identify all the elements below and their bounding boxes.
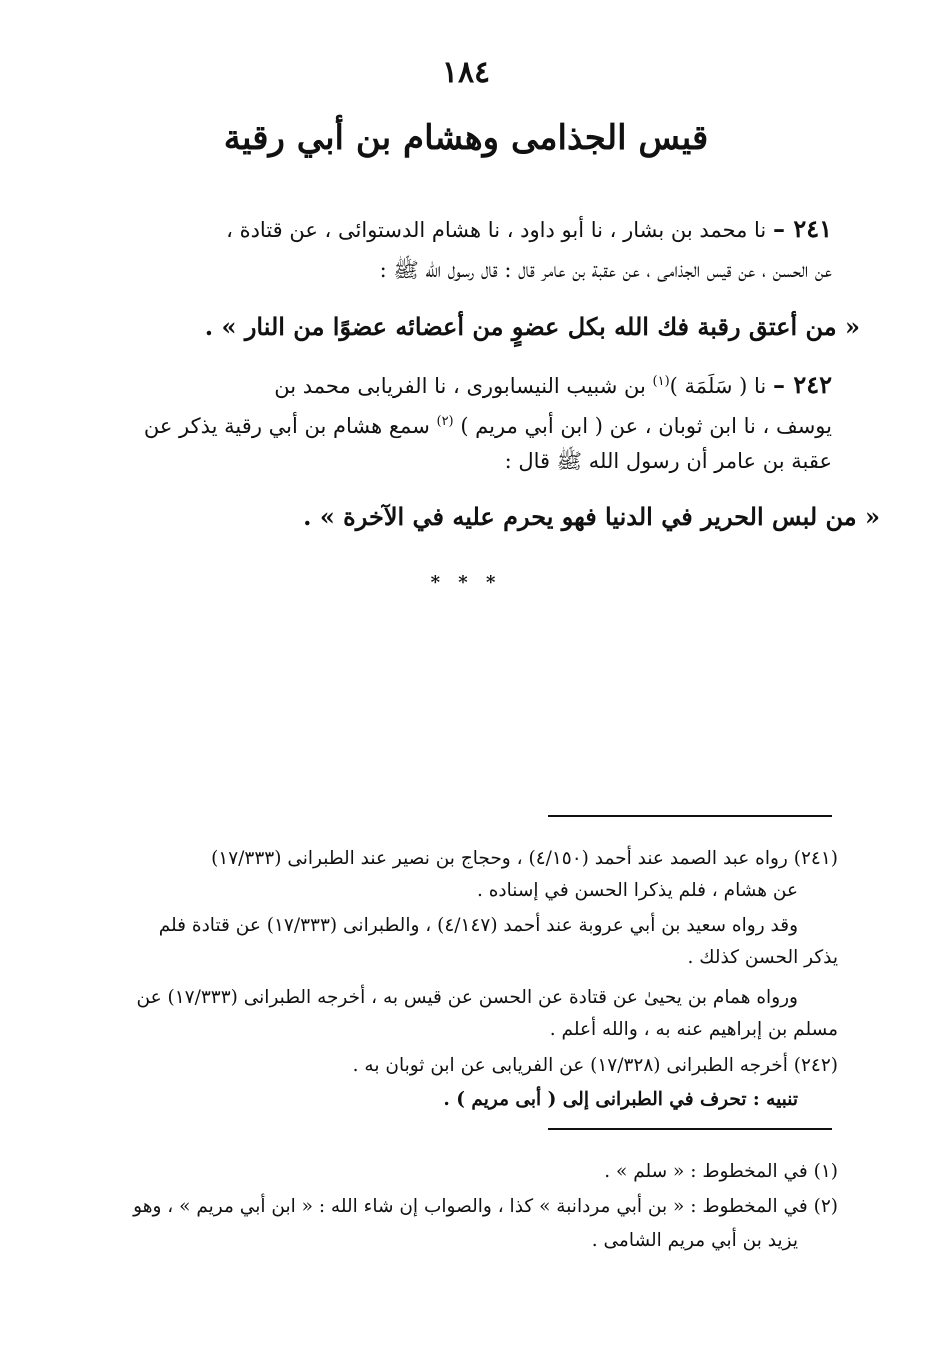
footnote-1: (١) في المخطوط : « سلم » . (604, 1161, 838, 1182)
entry-241-number: ٢٤١ – (772, 214, 832, 243)
entry-242-number: ٢٤٢ – (772, 370, 832, 399)
note-line (72, 982, 838, 1013)
footnote-ref-1[interactable]: (١) (652, 374, 670, 389)
entry-241-line2: عن الحسن ، عن قيس الجذامى ، عن عقبة بن عامر قال : قال رسول الله ﷺ : (379, 258, 832, 282)
entry-242-text1b: بن شبيب النيسابورى ، نا الفريابى محمد بن (274, 374, 646, 398)
note-line (72, 910, 838, 941)
footnote-2-cont (72, 1225, 838, 1256)
notes-rule-top (548, 815, 832, 817)
footnote-ref-2[interactable]: (٢) (436, 414, 454, 429)
notes-rule-bottom (548, 1128, 832, 1130)
hadith-241: « من أعتق رقبة فك الله بكل عضوٍ من أعضائه عضوًا من النار » . (204, 312, 860, 341)
note-line: يذكر الحسن كذلك . (687, 947, 838, 968)
note-line: (٢٤٢) أخرجه الطبرانى (١٧/٣٢٨) عن الفريابى عن ابن ثوبان به . (352, 1055, 838, 1076)
note-line-text: تنبيه : تحرف في الطبرانى إلى ( أبى مريم ) . (443, 1089, 798, 1110)
section-title: قيس الجذامى وهشام بن أبي رقية (223, 118, 709, 158)
hadith-242: « من لبس الحرير في الدنيا فهو يحرم عليه في الآخرة » . (303, 502, 880, 531)
entry-242-line3: عقبة بن عامر أن رسول الله ﷺ قال : (504, 449, 832, 473)
note-line: (٢٤١) رواه عبد الصمد عند أحمد (٤/١٥٠) ، وحجاج بن نصير عند الطبرانى (١٧/٣٣٣) (211, 848, 838, 869)
note-line (72, 875, 838, 906)
section-separator: * * * (430, 572, 502, 593)
footnote-2-cont-text: يزيد بن أبي مريم الشامى . (591, 1230, 798, 1251)
footnote-2: (٢) في المخطوط : « بن أبي مردانبة » كذا ، والصواب إن شاء الله : « ابن أبي مريم » ، وهو (133, 1196, 838, 1217)
entry-242-text2a: يوسف ، نا ابن ثوبان ، عن ( ابن أبي مريم ) (460, 414, 832, 438)
entry-242-line2 (72, 403, 832, 445)
entry-242-text1a: نا ( سَلَمَة ) (669, 374, 767, 398)
page-number: ١٨٤ (441, 55, 491, 90)
entry-242-line1 (72, 363, 832, 405)
entry-241-text1: نا محمد بن بشار ، نا أبو داود ، نا هشام الدستوائى ، عن قتادة ، (226, 218, 767, 242)
note-line (72, 1084, 838, 1115)
note-line-text: عن هشام ، فلم يذكرا الحسن في إسناده . (476, 880, 798, 901)
note-line-text: وقد رواه سعيد بن أبي عروبة عند أحمد (٤/١٤٧) ، والطبرانى (١٧/٣٣٣) عن قتادة فلم (158, 915, 798, 936)
note-line: مسلم بن إبراهيم عنه به ، والله أعلم . (549, 1019, 838, 1040)
note-line-text: ورواه همام بن يحيىٰ عن قتادة عن الحسن عن قيس به ، أخرجه الطبرانى (١٧/٣٣٣) عن (136, 987, 798, 1008)
entry-241-line1 (72, 210, 832, 249)
entry-242-text2b: سمع هشام بن أبي رقية يذكر عن (143, 414, 430, 438)
